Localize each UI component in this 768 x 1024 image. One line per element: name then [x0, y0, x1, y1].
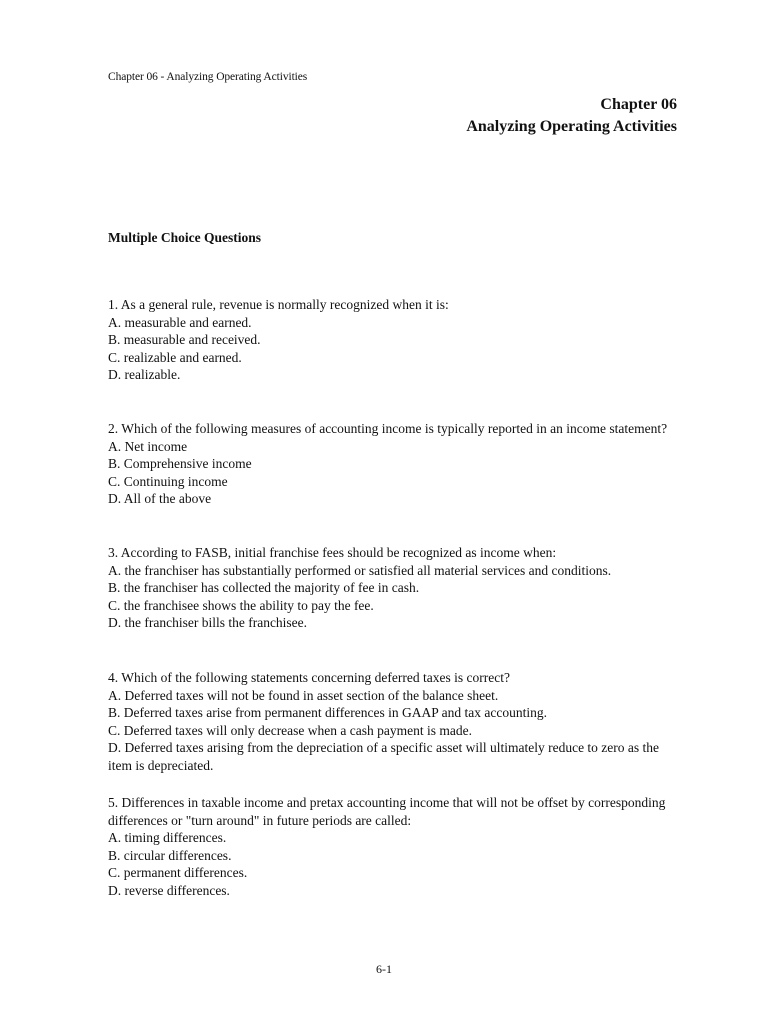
question-3	[108, 544, 678, 632]
answer-option: D. reverse differences.	[108, 882, 230, 898]
question-1	[108, 296, 678, 384]
chapter-number: Chapter 06	[600, 96, 677, 113]
answer-option: C. the franchisee shows the ability to pay the fee.	[108, 597, 374, 613]
running-header: Chapter 06 - Analyzing Operating Activities	[108, 71, 308, 83]
answer-option: A. the franchiser has substantially performed or satisfied all material services and conditions.	[108, 562, 612, 578]
answer-option: C. permanent differences.	[108, 865, 248, 881]
answer-option: D. realizable.	[108, 367, 181, 383]
chapter-title-block	[466, 94, 677, 138]
chapter-title: Analyzing Operating Activities	[466, 118, 677, 135]
answer-option: B. measurable and received.	[108, 332, 261, 348]
answer-option: C. Continuing income	[108, 473, 228, 489]
answer-option: C. Deferred taxes will only decrease when a cash payment is made.	[108, 722, 472, 738]
answer-option: D. the franchiser bills the franchisee.	[108, 615, 308, 631]
question-2	[108, 420, 678, 508]
question-5	[108, 794, 678, 900]
answer-option: A. timing differences.	[108, 830, 227, 846]
answer-option: B. circular differences.	[108, 847, 232, 863]
question-stem: 2. Which of the following measures of accounting income is typically reported in an income statement?	[108, 421, 668, 436]
question-stem: 5. Differences in taxable income and pretax accounting income that will not be offset by corresponding differences or "turn around" in future periods are called:	[108, 795, 666, 828]
answer-option: B. Comprehensive income	[108, 456, 252, 472]
question-stem: 1. As a general rule, revenue is normally recognized when it is:	[108, 297, 449, 312]
answer-option: A. Deferred taxes will not be found in asset section of the balance sheet.	[108, 687, 499, 703]
answer-option: B. the franchiser has collected the majority of fee in cash.	[108, 580, 420, 596]
question-stem: 3. According to FASB, initial franchise fees should be recognized as income when:	[108, 545, 557, 560]
page-number: 6-1	[376, 962, 392, 976]
answer-option: D. Deferred taxes arising from the depreciation of a specific asset will ultimately reduce to zero as the item is depreciated.	[108, 740, 660, 773]
answer-option: A. Net income	[108, 438, 188, 454]
answer-option: A. measurable and earned.	[108, 314, 252, 330]
answer-option: C. realizable and earned.	[108, 349, 242, 365]
question-stem: 4. Which of the following statements concerning deferred taxes is correct?	[108, 670, 510, 685]
answer-option: D. All of the above	[108, 491, 212, 507]
question-4	[108, 669, 678, 775]
answer-option: B. Deferred taxes arise from permanent differences in GAAP and tax accounting.	[108, 705, 547, 721]
section-heading: Multiple Choice Questions	[108, 230, 262, 245]
